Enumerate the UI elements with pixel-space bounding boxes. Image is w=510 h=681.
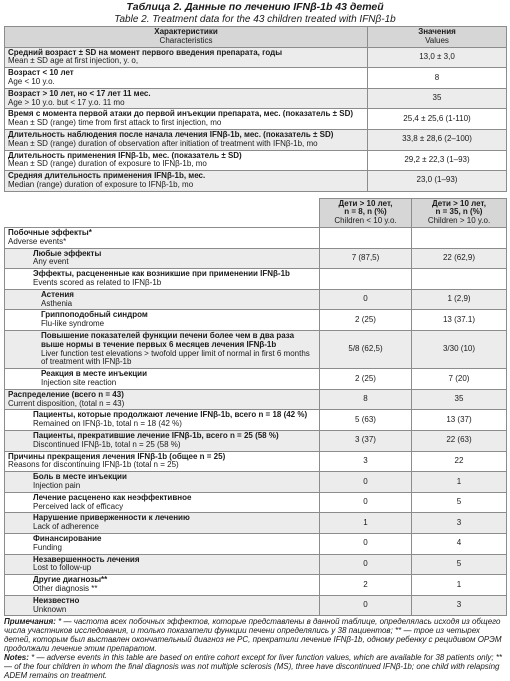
value-under-10: 2 (25) <box>320 369 412 390</box>
treatment-label-en: Discontinued IFNβ-1b, total n = 25 (58 %) <box>33 439 181 449</box>
value-under-10: 3 (37) <box>320 431 412 452</box>
value-under-10: 0 <box>320 472 412 493</box>
characteristic-value: 33,8 ± 28,6 (2–100) <box>368 129 507 150</box>
characteristic-value: 29,2 ± 22,3 (1–93) <box>368 150 507 171</box>
treatment-label <box>5 289 320 310</box>
value-over-10: 5 <box>412 492 507 513</box>
characteristics-table <box>4 26 507 192</box>
treatment-label <box>5 269 320 290</box>
treatment-label <box>5 389 320 410</box>
treatment-table <box>4 198 507 617</box>
treatment-label <box>5 369 320 390</box>
treatment-label-ru: Эффекты, расцененные как возникшие при применении IFNβ-1b <box>33 269 290 279</box>
notes-en: Notes: * — adverse events in this table are based on entire cohort except for liver function values, which are available for 38 patients only; ** — of the four children in whom the final diagnosis was not multiple sclerosis (MS), three have discontinued IFNβ-1b; one child with relapsing ADEM remains on treatment. <box>4 653 503 681</box>
value-over-10: 22 <box>412 451 507 472</box>
treatment-label-ru: Лечение расценено как неэффективное <box>33 492 192 502</box>
treatment-row <box>5 331 507 369</box>
value-over-10 <box>412 228 507 249</box>
characteristic-en: Mean ± SD age at first injection, y. o, <box>8 56 139 66</box>
value-over-10: 4 <box>412 533 507 554</box>
treatment-label-en: Any event <box>33 257 69 267</box>
treatment-label-ru: Причины прекращения лечения IFNβ-1b (общее n = 25) <box>8 451 226 461</box>
characteristic-ru: Возраст > 10 лет, но < 17 лет 11 мес. <box>8 88 151 98</box>
value-over-10: 1 <box>412 575 507 596</box>
treatment-label-en: Perceived lack of efficacy <box>33 501 124 511</box>
characteristic-ru: Средняя длительность применения IFNβ-1b, мес. <box>8 171 206 181</box>
treatment-label-ru: Другие диагнозы** <box>33 575 108 585</box>
characteristic-value: 25,4 ± 25,6 (1-110) <box>368 109 507 130</box>
characteristic-ru: Время с момента первой атаки до первой инъекции препарата, мес. (показатель ± SD) <box>8 109 354 119</box>
treatment-label-en: Asthenia <box>41 298 73 308</box>
treatment-label-ru: Финансирование <box>33 533 102 543</box>
characteristic-ru: Средний возраст ± SD на момент первого введения препарата, годы <box>8 47 283 57</box>
value-under-10: 0 <box>320 492 412 513</box>
treatment-label-ru: Реакция в месте инъекции <box>41 369 147 379</box>
treatment-label <box>5 451 320 472</box>
header-characteristics: Характеристики Characteristics <box>5 26 368 47</box>
treatment-label <box>5 492 320 513</box>
characteristic-value: 13,0 ± 3,0 <box>368 47 507 68</box>
treatment-row <box>5 389 507 410</box>
value-under-10: 5 (63) <box>320 410 412 431</box>
treatment-label-en: Remained on IFNβ-1b, total n = 18 (42 %) <box>33 419 182 429</box>
treatment-label-ru: Незавершенность лечения <box>33 554 140 564</box>
characteristics-row <box>5 171 507 192</box>
value-over-10: 13 (37) <box>412 410 507 431</box>
treatment-label-ru: Неизвестно <box>33 595 80 605</box>
characteristics-row <box>5 109 507 130</box>
treatment-label-en: Adverse events* <box>8 236 67 246</box>
characteristic-ru: Длительность наблюдения после начала лечения IFNβ-1b, мес. (показатель ± SD) <box>8 129 334 139</box>
characteristic-ru: Возраст < 10 лет <box>8 68 74 78</box>
treatment-label <box>5 431 320 452</box>
treatment-row <box>5 310 507 331</box>
characteristic-label <box>5 171 368 192</box>
treatment-label <box>5 575 320 596</box>
value-under-10 <box>320 269 412 290</box>
characteristics-body <box>5 47 507 191</box>
treatment-label-en: Reasons for discontinuing IFNβ-1b (total n = 25) <box>8 460 179 470</box>
characteristic-label <box>5 129 368 150</box>
treatment-label-en: Flu-like syndrome <box>41 319 105 329</box>
treatment-label <box>5 472 320 493</box>
treatment-label-en: Funding <box>33 542 62 552</box>
characteristic-label <box>5 68 368 89</box>
characteristics-header <box>5 26 507 47</box>
characteristic-label <box>5 47 368 68</box>
value-over-10 <box>412 269 507 290</box>
value-over-10: 22 (62,9) <box>412 248 507 269</box>
treatment-label-en: Lack of adherence <box>33 522 99 532</box>
value-under-10: 1 <box>320 513 412 534</box>
treatment-label-ru: Распределение (всего n = 43) <box>8 389 124 399</box>
treatment-label <box>5 595 320 616</box>
treatment-row <box>5 472 507 493</box>
characteristic-en: Age < 10 y.o. <box>8 76 55 86</box>
treatment-label-ru: Нарушение приверженности к лечению <box>33 513 190 523</box>
header-blank <box>5 198 320 227</box>
treatment-label-en: Events scored as related to IFNβ-1b <box>33 278 162 288</box>
characteristic-en: Mean ± SD (range) time from first attack to first injection, mo <box>8 118 222 128</box>
header-children-under-10: Дети > 10 лет, n = 8, n (%) Children < 10 y.o. <box>320 198 412 227</box>
treatment-label-en: Liver function test elevations > twofold upper limit of normal in first 6 months of treatment with IFNβ-1b <box>41 348 310 367</box>
treatment-label <box>5 331 320 369</box>
treatment-row <box>5 451 507 472</box>
treatment-label <box>5 554 320 575</box>
treatment-label <box>5 248 320 269</box>
characteristic-ru: Длительность применения IFNβ-1b, мес. (показатель ± SD) <box>8 150 242 160</box>
treatment-label-en: Other diagnosis ** <box>33 583 98 593</box>
treatment-label <box>5 410 320 431</box>
treatment-label-ru: Боль в месте инъекции <box>33 472 127 482</box>
notes-ru: Примечания: * — частота всех побочных эффектов, которые представлены в данной таблице, определялась исходя из общего числа участников исследования, и только показатели функции печени определялись у 38 пациентов; ** — трое из четырех детей, которым был выставлен окончательный диагноз не РС, прекратили лечение IFNβ-1b, одному ребенку с рецидивом ОРЭМ продолжали лечение этим препаратом. <box>4 617 502 654</box>
characteristic-label <box>5 150 368 171</box>
characteristic-label <box>5 88 368 109</box>
value-under-10: 0 <box>320 289 412 310</box>
treatment-label-en: Injection pain <box>33 481 81 490</box>
value-under-10: 8 <box>320 389 412 410</box>
characteristic-en: Median (range) duration of exposure to IFNβ-1b, mo <box>8 179 194 189</box>
value-over-10: 3 <box>412 595 507 616</box>
header-values: Значения Values <box>368 26 507 47</box>
table-notes <box>4 618 506 681</box>
treatment-row <box>5 228 507 249</box>
caption-ru: Таблица 2. Данные по лечению IFNβ-1b 43 детей <box>126 1 384 13</box>
characteristic-en: Mean ± SD (range) duration of observation after initiation of treatment with IFNβ-1b, mo <box>8 138 318 148</box>
value-under-10: 2 <box>320 575 412 596</box>
treatment-label-ru: Гриппоподобный синдром <box>41 310 148 320</box>
value-over-10: 35 <box>412 389 507 410</box>
characteristic-value: 23,0 (1–93) <box>368 171 507 192</box>
treatment-row <box>5 410 507 431</box>
characteristic-en: Age > 10 y.o. but < 17 y.o. 11 mo <box>8 97 125 107</box>
treatment-body <box>5 228 507 616</box>
treatment-row <box>5 289 507 310</box>
value-under-10: 0 <box>320 533 412 554</box>
caption-en: Table 2. Treatment data for the 43 children treated with IFNβ-1b <box>114 13 396 25</box>
treatment-row <box>5 269 507 290</box>
treatment-row <box>5 492 507 513</box>
treatment-header <box>5 198 507 227</box>
treatment-label-ru: Любые эффекты <box>33 248 102 258</box>
treatment-label-ru: Побочные эффекты* <box>8 228 92 238</box>
treatment-label-ru: Повышение показателей функции печени более чем в два раза выше нормы в течение первых 6 месяцев лечения IFNβ-1b <box>41 331 295 349</box>
characteristics-row <box>5 47 507 68</box>
treatment-label <box>5 533 320 554</box>
value-over-10: 3/30 (10) <box>412 331 507 369</box>
treatment-row <box>5 513 507 534</box>
treatment-label-ru: Астения <box>41 289 74 299</box>
characteristics-row <box>5 88 507 109</box>
value-under-10: 2 (25) <box>320 310 412 331</box>
value-over-10: 3 <box>412 513 507 534</box>
value-under-10 <box>320 228 412 249</box>
treatment-label-ru: Пациенты, которые продолжают лечение IFNβ-1b, всего n = 18 (42 %) <box>33 410 308 420</box>
treatment-row <box>5 248 507 269</box>
header-children-over-10: Дети > 10 лет, n = 35, n (%) Children > 10 y.o. <box>412 198 507 227</box>
treatment-label-en: Injection site reaction <box>41 378 117 388</box>
value-under-10: 7 (87,5) <box>320 248 412 269</box>
treatment-row <box>5 595 507 616</box>
characteristic-value: 35 <box>368 88 507 109</box>
value-over-10: 1 <box>412 472 507 493</box>
value-under-10: 0 <box>320 554 412 575</box>
value-under-10: 5/8 (62,5) <box>320 331 412 369</box>
table-caption <box>4 2 506 25</box>
characteristic-label <box>5 109 368 130</box>
treatment-label-ru: Пациенты, прекратившие лечение IFNβ-1b, всего n = 25 (58 %) <box>33 431 279 441</box>
value-over-10: 1 (2,9) <box>412 289 507 310</box>
value-over-10: 22 (63) <box>412 431 507 452</box>
characteristics-row <box>5 129 507 150</box>
treatment-label <box>5 513 320 534</box>
value-over-10: 7 (20) <box>412 369 507 390</box>
treatment-row <box>5 575 507 596</box>
characteristics-row <box>5 150 507 171</box>
characteristics-row <box>5 68 507 89</box>
treatment-label-en: Lost to follow-up <box>33 563 92 573</box>
treatment-label-en: Unknown <box>33 604 67 614</box>
treatment-row <box>5 554 507 575</box>
value-under-10: 0 <box>320 595 412 616</box>
treatment-row <box>5 431 507 452</box>
characteristic-value: 8 <box>368 68 507 89</box>
value-over-10: 13 (37.1) <box>412 310 507 331</box>
treatment-row <box>5 369 507 390</box>
value-over-10: 5 <box>412 554 507 575</box>
value-under-10: 3 <box>320 451 412 472</box>
characteristic-en: Mean ± SD (range) duration of exposure to IFNβ-1b, mo <box>8 159 207 169</box>
treatment-row <box>5 533 507 554</box>
treatment-label-en: Current disposition, (total n = 43) <box>8 398 125 408</box>
treatment-label <box>5 228 320 249</box>
treatment-label <box>5 310 320 331</box>
